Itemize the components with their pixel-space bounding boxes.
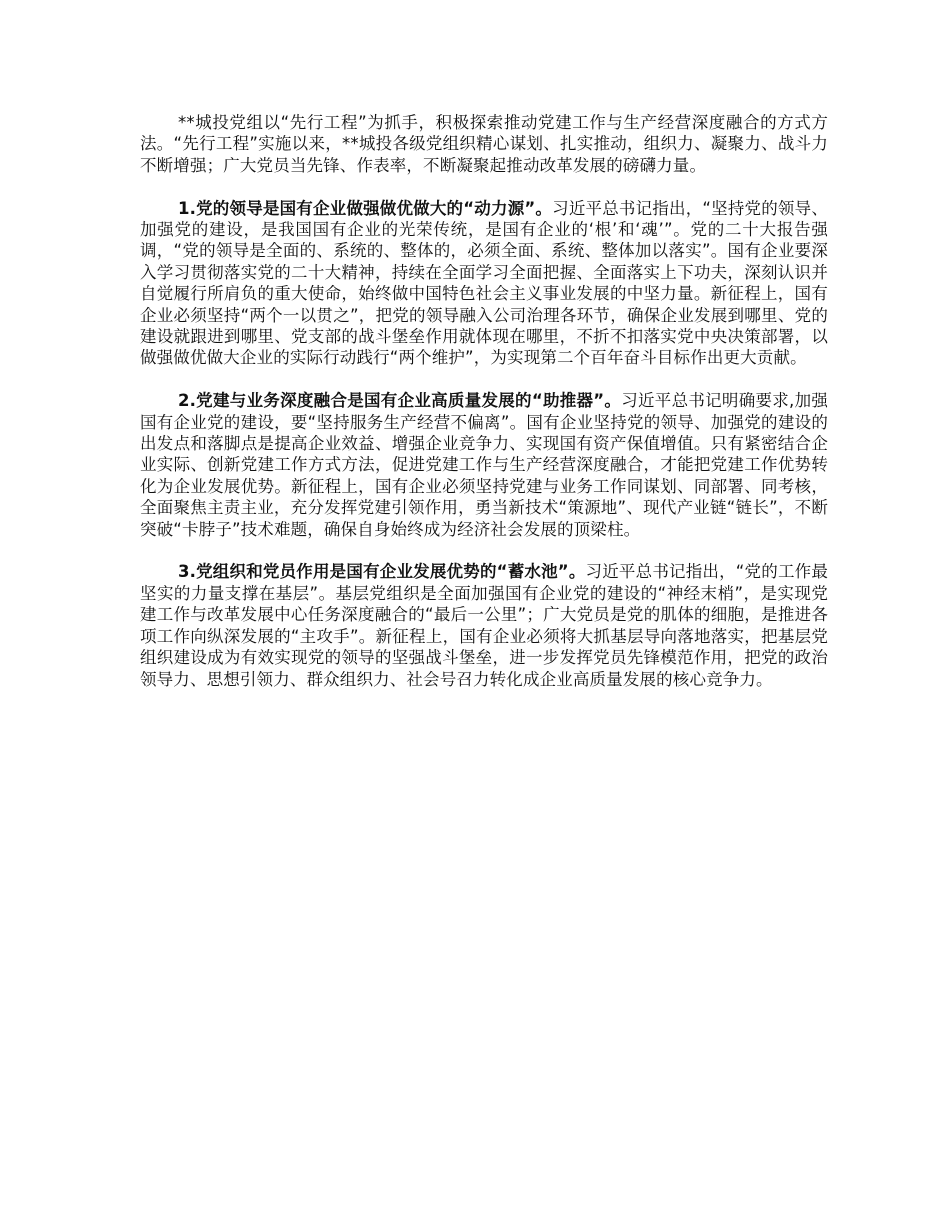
document-body bbox=[140, 112, 828, 711]
point-2-heading: 2.党建与业务深度融合是国有企业高质量发展的“助推器”。 bbox=[178, 391, 622, 411]
point-1-paragraph bbox=[140, 198, 828, 369]
point-3-paragraph bbox=[140, 561, 828, 689]
paragraph-text: **城投党组以“先行工程”为抓手，积极探索推动党建工作与生产经营深度融合的方式方法。“先行工程”实施以来，**城投各级党组织精心谋划、扎实推动，组织力、凝聚力、战斗力不断增强；广大党员当先锋、作表率，不断凝聚起推动改革发展的磅礴力量。 bbox=[140, 113, 828, 175]
intro-paragraph bbox=[140, 112, 828, 176]
point-3-text: 习近平总书记指出，“党的工作最坚实的力量支撑在基层”。基层党组织是全面加强国有企业党的建设的“神经末梢”，是实现党建工作与改革发展中心任务深度融合的“最后一公里”；广大党员是党的肌体的细胞，是推进各项工作向纵深发展的“主攻手”。新征程上，国有企业必须将大抓基层导向落地落实，把基层党组织建设成为有效实现党的领导的坚强战斗堡垒，进一步发挥党员先锋模范作用，把党的政治领导力、思想引领力、群众组织力、社会号召力转化成企业高质量发展的核心竞争力。 bbox=[140, 562, 828, 689]
point-1-heading: 1.党的领导是国有企业做强做优做大的“动力源”。 bbox=[178, 198, 553, 218]
point-2-paragraph bbox=[140, 390, 828, 540]
point-1-text: 习近平总书记指出，“坚持党的领导、加强党的建设，是我国国有企业的光荣传统，是国有企业的‘根’和‘魂’”。党的二十大报告强调，“党的领导是全面的、系统的、整体的，必须全面、系统、整体加以落实”。国有企业要深入学习贯彻落实党的二十大精神，持续在全面学习全面把握、全面落实上下功夫，深刻认识并自觉履行所肩负的重大使命，始终做中国特色社会主义事业发展的中坚力量。新征程上，国有企业必须坚持“两个一以贯之”，把党的领导融入公司治理各环节，确保企业发展到哪里、党的建设就跟进到哪里、党支部的战斗堡垒作用就体现在哪里，不折不扣落实党中央决策部署，以做强做优做大企业的实际行动践行“两个维护”，为实现第二个百年奋斗目标作出更大贡献。 bbox=[140, 198, 828, 368]
point-3-heading: 3.党组织和党员作用是国有企业发展优势的“蓄水池”。 bbox=[178, 562, 586, 582]
point-2-text: 习近平总书记明确要求,加强国有企业党的建设，要“坚持服务生产经营不偏离”。国有企业坚持党的领导、加强党的建设的出发点和落脚点是提高企业效益、增强企业竞争力、实现国有资产保值增值。只有紧密结合企业实际、创新党建工作方式方法，促进党建工作与生产经营深度融合，才能把党建工作优势转化为企业发展优势。新征程上，国有企业必须坚持党建与业务工作同谋划、同部署、同考核，全面聚焦主责主业，充分发挥党建引领作用，勇当新技术“策源地”、现代产业链“链长”，不断突破“卡脖子”技术难题，确保自身始终成为经济社会发展的顶梁柱。 bbox=[140, 391, 829, 539]
